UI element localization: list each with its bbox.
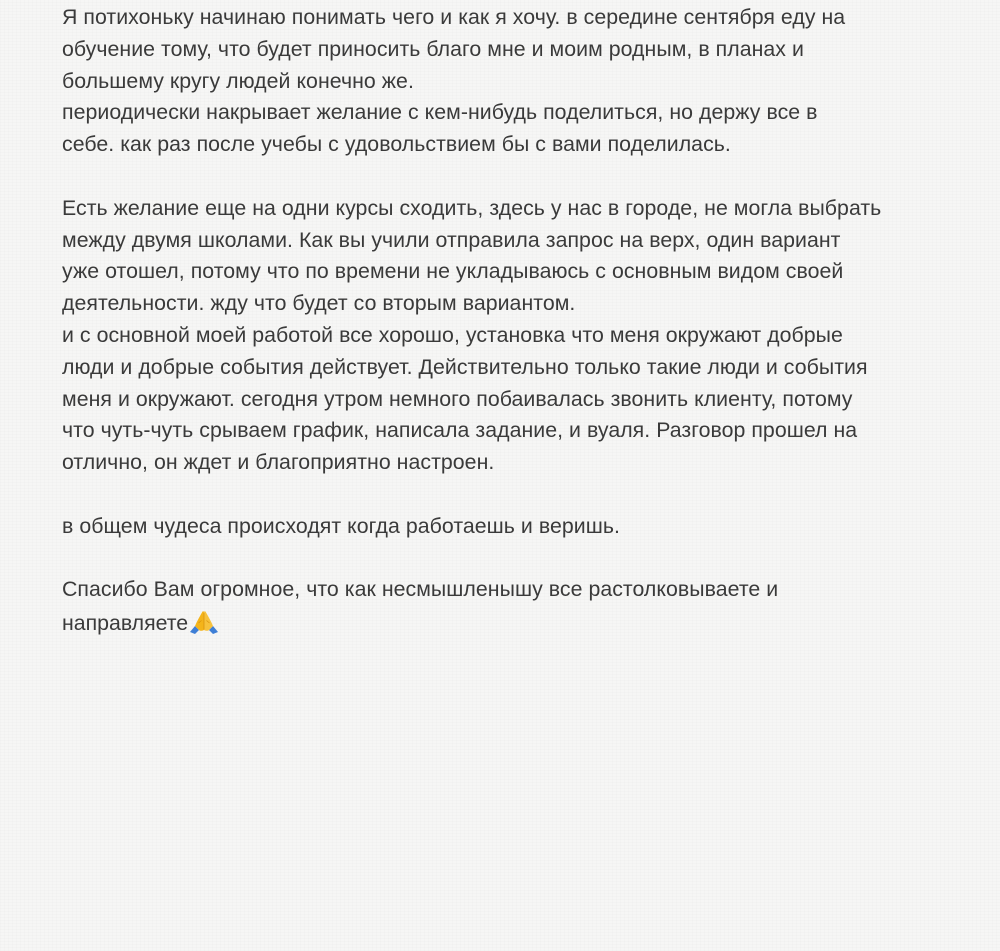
text-line: периодически накрывает желание с кем-нибудь поделиться, но держу все в [62, 100, 818, 125]
text-line: отлично, он ждет и благоприятно настроен. [62, 450, 495, 475]
text-line: обучение тому, что будет приносить благо мне и моим родным, в планах и [62, 36, 804, 61]
text-line: что чуть-чуть срываем график, написала задание, и вуаля. Разговор прошел на [62, 418, 858, 443]
text-line: меня и окружают. сегодня утром немного побаивалась звонить клиенту, потому [62, 386, 853, 411]
text-line: и с основной моей работой все хорошо, установка что меня окружают добрые [62, 322, 843, 347]
paragraph-1 [62, 2, 962, 161]
note-body[interactable] [62, 2, 962, 641]
paragraph-2 [62, 193, 962, 479]
text-line-with-emoji [62, 608, 962, 641]
paragraph-4 [62, 574, 962, 641]
text-line: Спасибо Вам огромное, что как несмышленышу все растолковываете и [62, 577, 779, 602]
text-line: люди и добрые события действует. Действительно только такие люди и события [62, 354, 868, 379]
blank-line [62, 161, 962, 193]
text-line: деятельности. жду что будет со вторым вариантом. [62, 291, 576, 316]
blank-line [62, 479, 962, 511]
text-line: Я потихоньку начинаю понимать чего и как я хочу. в середине сентября еду на [62, 5, 846, 29]
praying-hands-icon [189, 610, 219, 634]
text-line: большему кругу людей конечно же. [62, 68, 414, 93]
text-line: уже отошел, потому что по времени не укладываюсь с основным видом своей [62, 259, 844, 284]
blank-line [62, 543, 962, 575]
text-line: Есть желание еще на одни курсы сходить, здесь у нас в городе, не могла выбрать [62, 195, 882, 220]
text-line: между двумя школами. Как вы учили отправила запрос на верх, один вариант [62, 227, 841, 252]
text-segment: направляете [62, 611, 189, 636]
text-line: в общем чудеса происходят когда работаешь и веришь. [62, 513, 620, 538]
text-line: себе. как раз после учебы с удовольствием бы с вами поделилась. [62, 132, 731, 157]
paragraph-3 [62, 511, 962, 543]
